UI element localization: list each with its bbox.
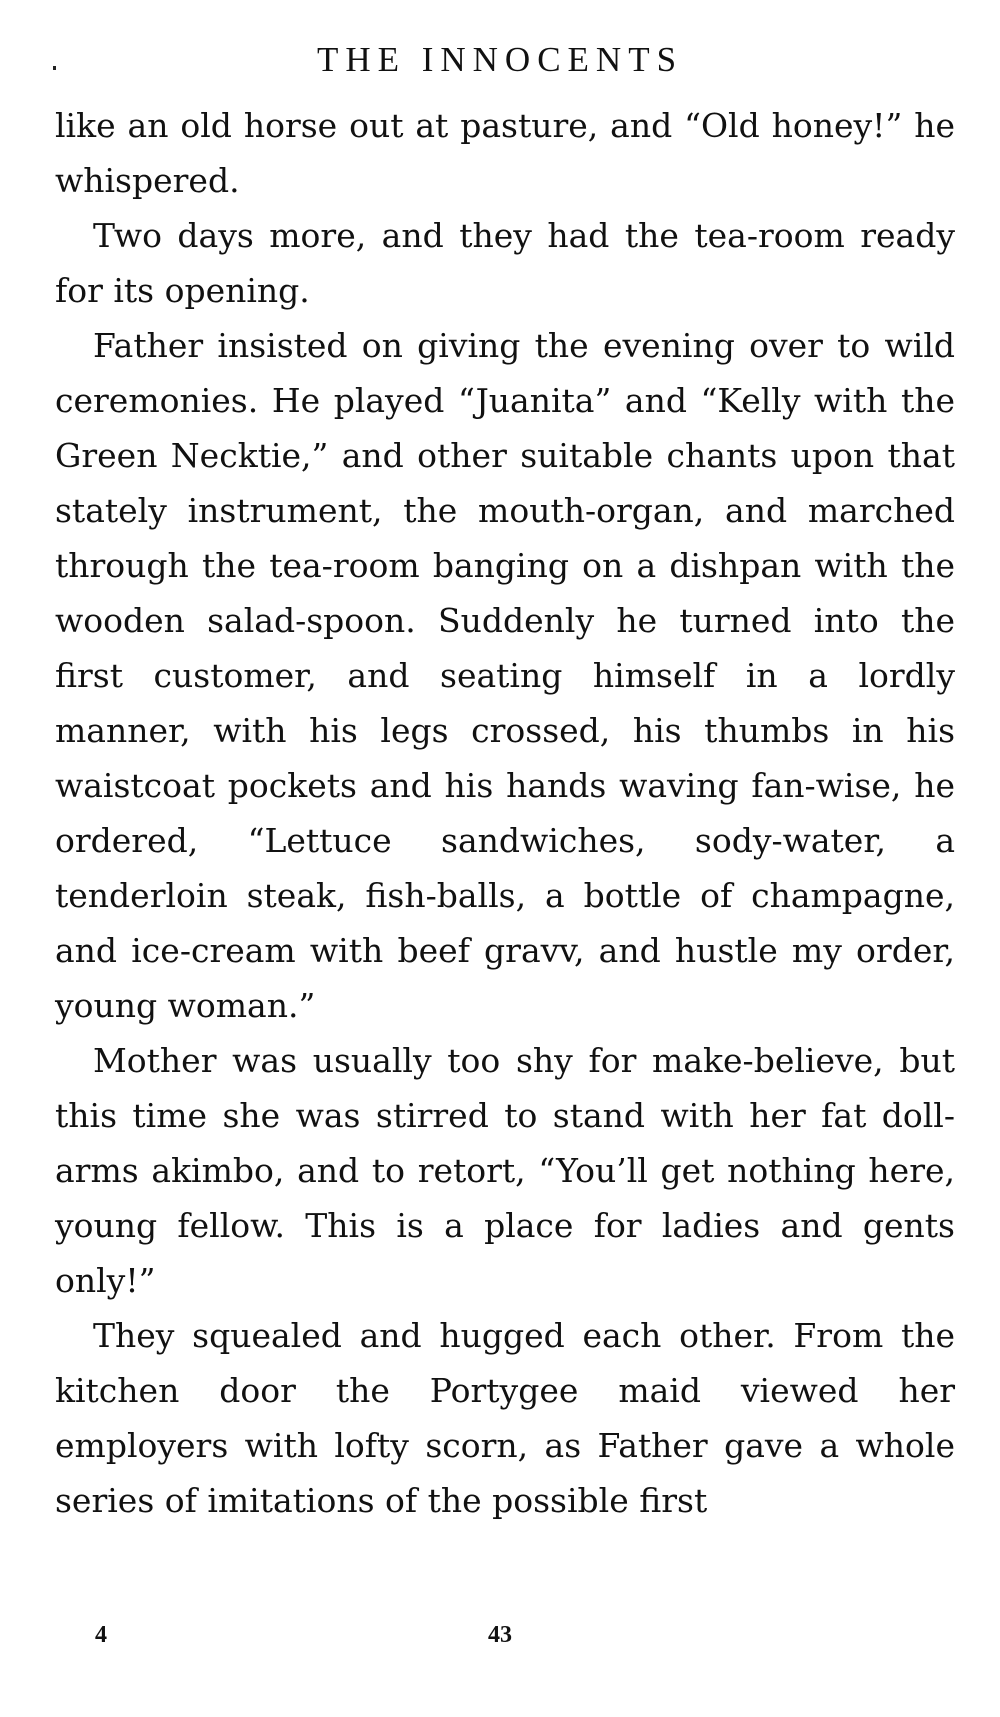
- signature-mark: 4: [95, 1622, 107, 1648]
- body-text: [55, 98, 955, 1528]
- paragraph: Mother was usually too shy for make-believe, but this time she was stirred to stand with her fat doll-arms akimbo, and to retort, “You’ll get nothing here, young fellow. This is a place for ladies and gents only!”: [55, 1041, 955, 1300]
- page-number: 43: [488, 1622, 512, 1648]
- paragraph: Father insisted on giving the evening over to wild ceremonies. He played “Juanita” and “Kelly with the Green Necktie,” and other suitable chants upon that stately instrument, the mouth-organ, and marched through the tea-room banging on a dishpan with the wooden salad-spoon. Suddenly he turned into the first customer, and seating himself in a lordly manner, with his legs crossed, his thumbs in his waistcoat pockets and his hands waving fan-wise, he ordered, “Lettuce sandwiches, sody-water, a tenderloin steak, fish-balls, a bottle of champagne, and ice-cream with beef gravv, and hustle my order, young woman.”: [55, 326, 955, 1025]
- running-head: THE INNOCENTS: [316, 40, 684, 79]
- paragraph: They squealed and hugged each other. From the kitchen door the Portygee maid viewed her employers with lofty scorn, as Father gave a whole series of imitations of the possible first: [55, 1316, 955, 1520]
- paragraph-continued: like an old horse out at pasture, and “Old honey!” he whispered.: [55, 106, 955, 200]
- paragraph: Two days more, and they had the tea-room ready for its opening.: [55, 216, 955, 310]
